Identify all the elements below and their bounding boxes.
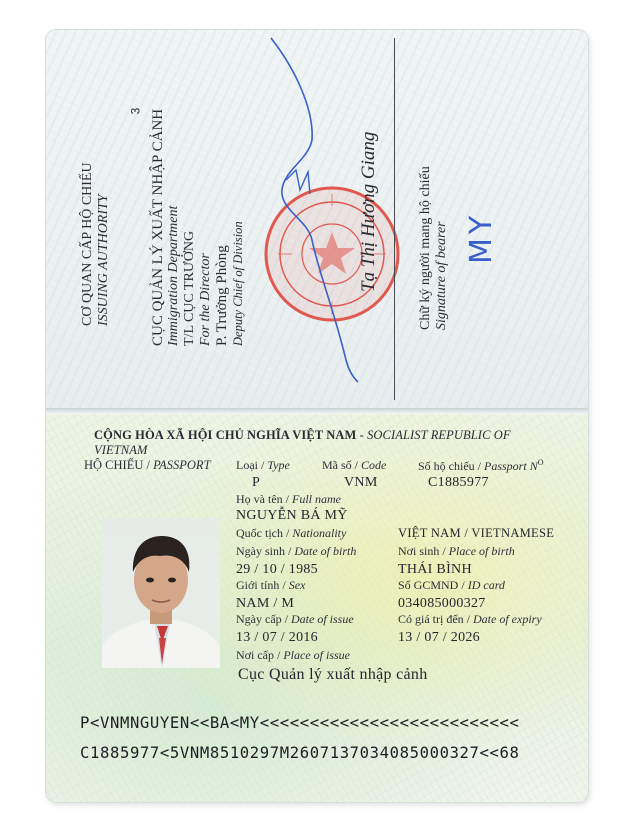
code-label: Mã số / Code	[322, 458, 387, 472]
sex-label: Giới tính / Sex	[236, 578, 306, 592]
poi-label: Nơi cấp / Place of issue	[236, 648, 350, 662]
doe-label-en: Date of expiry	[473, 612, 542, 626]
official-signature	[46, 30, 394, 408]
issuing-authority-en: ISSUING AUTHORITY	[96, 194, 111, 326]
full-name-label-vi: Họ và tên	[236, 492, 283, 506]
bearer-signature: MY	[464, 211, 499, 264]
code-label-en: Code	[361, 458, 387, 472]
data-page	[46, 414, 588, 802]
passport-booklet	[46, 30, 588, 802]
poi-label-en: Place of issue	[283, 648, 350, 662]
type-label-vi: Loại	[236, 458, 258, 472]
passport-no-sup: O	[537, 458, 544, 467]
issuing-authority-vi: CƠ QUAN CẤP HỘ CHIẾU	[80, 162, 95, 326]
pob-value: THÁI BÌNH	[398, 562, 472, 577]
passport-no-value: C1885977	[428, 475, 489, 490]
passport-label: HỘ CHIẾU / PASSPORT	[84, 458, 211, 472]
code-value: VNM	[344, 475, 378, 490]
doi-value: 13 / 07 / 2016	[236, 630, 318, 645]
nationality-value	[398, 526, 554, 541]
department-en: Immigration Department	[166, 205, 181, 346]
doe-label-vi: Có giá trị đến	[398, 612, 464, 626]
mrz-line-1: P<VNMNGUYEN<<BA<MY<<<<<<<<<<<<<<<<<<<<<<<<<<	[80, 714, 520, 732]
authority-page	[46, 30, 588, 408]
country-header-en: SOCIALIST REPUBLIC OF VIETNAM	[94, 428, 511, 457]
type-label-en: Type	[267, 458, 290, 472]
for-director-vi: T/L CỤC TRƯỞNG	[182, 230, 197, 346]
doi-label-vi: Ngày cấp	[236, 612, 282, 626]
full-name-label: Họ và tên / Full name	[236, 492, 341, 506]
nationality-value-text: VIỆT NAM / VIETNAMESE	[398, 526, 555, 540]
passport-no-label-en: Passport N	[484, 459, 538, 473]
bearer-signature-label	[418, 166, 450, 330]
dob-value: 29 / 10 / 1985	[236, 562, 318, 577]
dob-label: Ngày sinh / Date of birth	[236, 544, 357, 558]
sex-value: NAM / M	[236, 596, 295, 611]
id-label-vi: Số GCMND	[398, 578, 459, 592]
full-name-value: NGUYỄN BÁ MỸ	[236, 508, 348, 523]
full-name-label-en: Full name	[292, 492, 341, 506]
dob-label-en: Date of birth	[294, 544, 357, 558]
nationality-label: Quốc tịch / Nationality	[236, 526, 347, 540]
doe-label: Có giá trị đến / Date of expiry	[398, 612, 542, 626]
pob-label: Nơi sinh / Place of birth	[398, 544, 515, 558]
type-label: Loại / Type	[236, 458, 290, 472]
id-label-en: ID card	[467, 578, 505, 592]
for-director-en: For the Director	[198, 253, 213, 346]
type-value: P	[252, 475, 261, 490]
deputy-en: Deputy Chief of Division	[231, 221, 245, 346]
page-divider	[394, 38, 395, 400]
mrz-line-2: C1885977<5VNM8510297M2607137034085000327<<68	[80, 744, 520, 762]
deputy-vi: P. Trưởng Phòng	[214, 245, 230, 346]
passport-no-label: Số hộ chiếu / Passport $N^O$	[418, 458, 544, 473]
dob-label-vi: Ngày sinh	[236, 544, 285, 558]
official-name: Tạ Thị Hương Giang	[358, 131, 379, 292]
passport-label-en: PASSPORT	[153, 458, 211, 472]
passport-no-label-vi: Số hộ chiếu	[418, 459, 475, 473]
passport-label-vi: HỘ CHIẾU	[84, 458, 144, 472]
pob-label-en: Place of birth	[448, 544, 515, 558]
page-number: 3	[128, 107, 143, 115]
bearer-sig-en: Signature of bearer	[434, 221, 449, 330]
code-label-vi: Mã số	[322, 458, 352, 472]
poi-value: Cục Quản lý xuất nhập cảnh	[238, 666, 428, 683]
nationality-label-en: Nationality	[292, 526, 347, 540]
doi-label-en: Date of issue	[291, 612, 354, 626]
bearer-photo	[102, 518, 220, 668]
sex-label-vi: Giới tính	[236, 578, 280, 592]
country-header-vi: CỘNG HÒA XÃ HỘI CHỦ NGHĨA VIỆT NAM	[94, 428, 357, 442]
country-header-sep: -	[356, 428, 368, 442]
bearer-portrait	[102, 518, 220, 668]
department-vi: CỤC QUẢN LÝ XUẤT NHẬP CẢNH	[150, 108, 166, 346]
doe-value: 13 / 07 / 2026	[398, 630, 480, 645]
doi-label: Ngày cấp / Date of issue	[236, 612, 354, 626]
id-value: 034085000327	[398, 596, 486, 611]
sex-label-en: Sex	[288, 578, 306, 592]
nationality-label-vi: Quốc tịch	[236, 526, 283, 540]
id-label: Số GCMND / ID card	[398, 578, 505, 592]
poi-label-vi: Nơi cấp	[236, 648, 274, 662]
country-header	[94, 428, 564, 458]
bearer-sig-vi: Chữ ký người mang hộ chiếu	[418, 166, 433, 330]
pob-label-vi: Nơi sinh	[398, 544, 440, 558]
